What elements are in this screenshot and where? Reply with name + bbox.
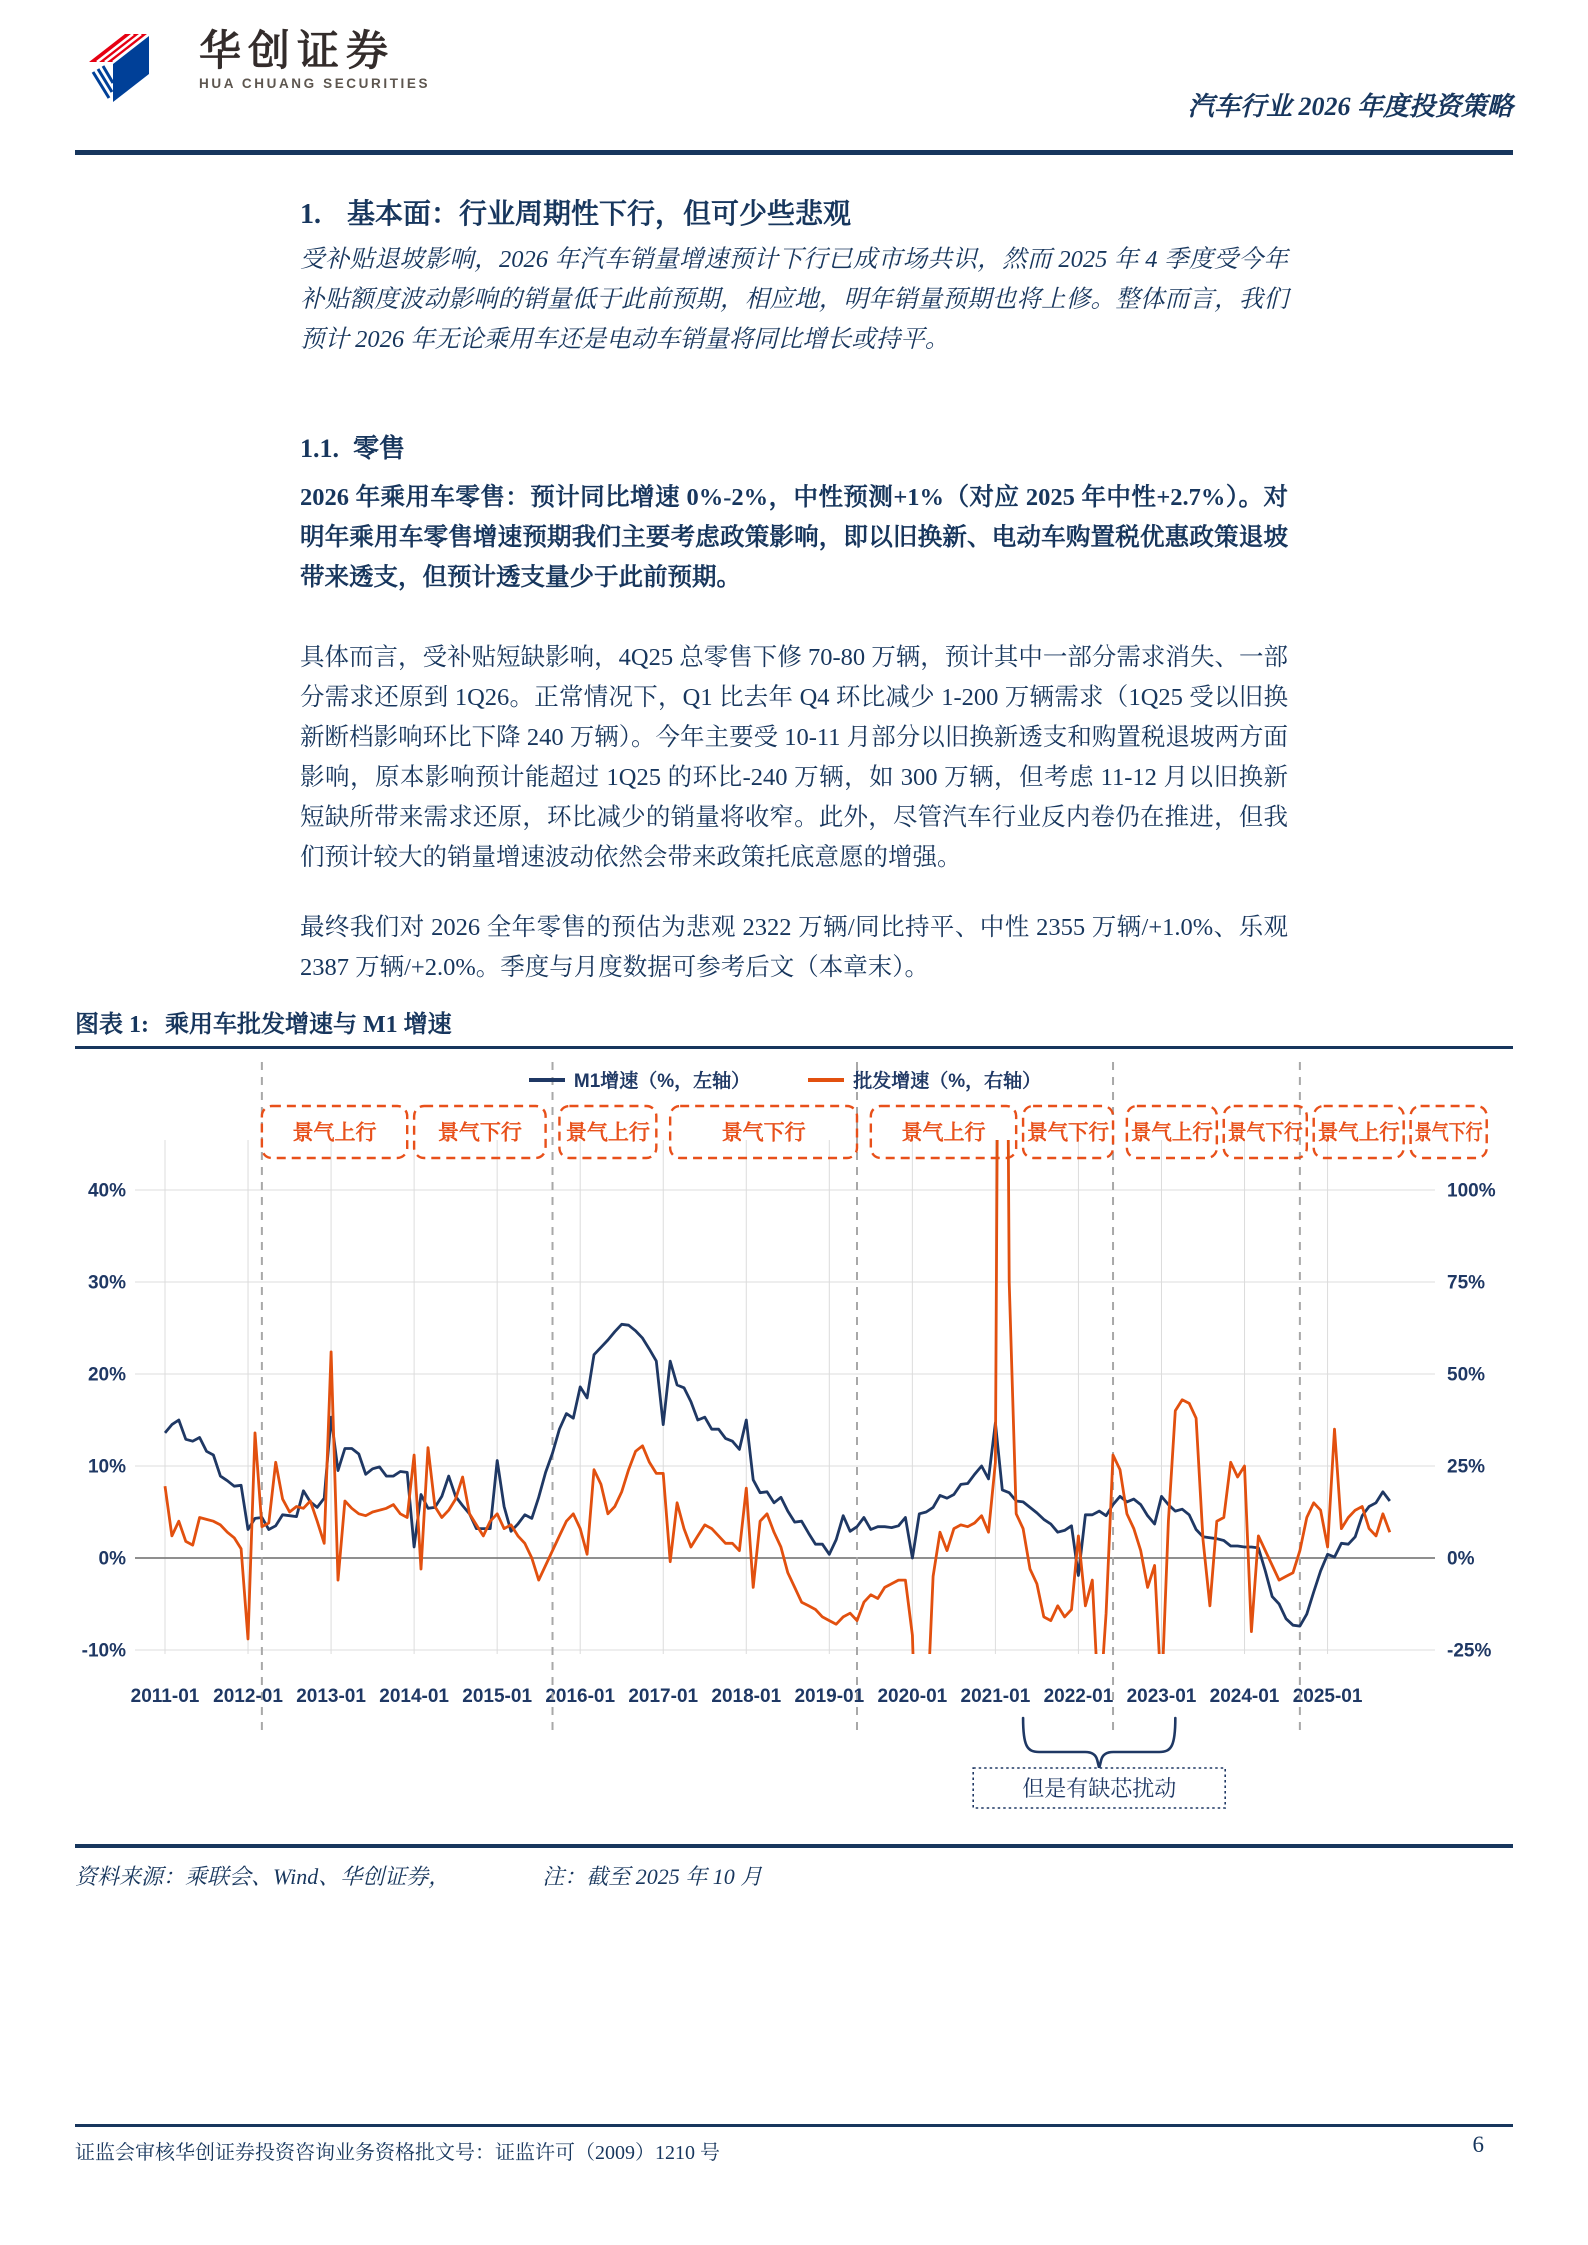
m1-line-swatch — [529, 1078, 565, 1082]
figure-caption — [75, 1004, 452, 1039]
left-axis-tick-label: 10% — [87, 1456, 126, 1478]
x-axis-tick-label: 2013-01 — [296, 1686, 366, 1707]
figure-number: 图表 1: — [75, 1012, 149, 1038]
wholesale-line-swatch — [808, 1078, 844, 1082]
legend-item-m1 — [529, 1066, 750, 1093]
x-axis-tick-label: 2020-01 — [877, 1686, 948, 1707]
section-1-1-title: 零售 — [353, 434, 406, 463]
x-axis-tick-label: 2012-01 — [213, 1686, 283, 1707]
huachuang-logo — [75, 28, 430, 108]
figure-source-line — [75, 1860, 762, 1891]
header-rule — [75, 150, 1513, 155]
report-title: 汽车行业 2026 年度投资策略 — [1187, 92, 1513, 121]
legend-label-wholesale: 批发增速（%，右轴） — [853, 1071, 1042, 1092]
x-axis-tick-label: 2024-01 — [1209, 1686, 1280, 1707]
legend-label-m1: M1增速（%，左轴） — [573, 1071, 751, 1092]
regime-band-label: 景气上行 — [292, 1121, 377, 1145]
x-axis-tick-label: 2017-01 — [628, 1686, 699, 1707]
retail-forecast-paragraph: 最终我们对 2026 全年零售的预估为悲观 2322 万辆/同比持平、中性 2355 万辆/+1.0%、乐观 2387 万辆/+2.0%。季度与月度数据可参考后文（本章末）。 — [300, 914, 1288, 981]
right-axis-tick-label: 75% — [1447, 1272, 1486, 1294]
date-note: 注：截至 2025 年 10 月 — [542, 1864, 763, 1889]
section-1-intro-paragraph: 受补贴退坡影响，2026 年汽车销量增速预计下行已成市场共识，然而 2025 年 4 季度受今年补贴额度波动影响的销量低于此前预期，相应地，明年销量预期也将上修。整体而言，我们预计 2026 年无论乘用车还是电动车销量将同比增长或持平。 — [300, 246, 1288, 353]
figure-title-text: 乘用车批发增速与 M1 增速 — [165, 1012, 452, 1038]
regime-band-label: 景气下行 — [437, 1121, 522, 1145]
right-axis-tick-label: 0% — [1447, 1548, 1475, 1570]
regime-band-label: 景气上行 — [1317, 1121, 1402, 1145]
left-axis-tick-label: 20% — [87, 1364, 126, 1386]
regime-band-label: 景气下行 — [721, 1121, 806, 1145]
regime-band-label: 景气下行 — [1414, 1121, 1499, 1145]
x-axis-tick-label: 2018-01 — [711, 1686, 782, 1707]
left-axis-tick-label: -10% — [81, 1640, 126, 1662]
brand-name-en: HUA CHUANG SECURITIES — [199, 76, 431, 91]
retail-detail-paragraph: 具体而言，受补贴短缺影响，4Q25 总零售下修 70-80 万辆，预计其中一部分需求消失、一部分需求还原到 1Q26。正常情况下，Q1 比去年 Q4 环比减少 1-200 万辆需求（1Q25 受以旧换新断档影响环比下降 240 万辆）。今年主要受 10-11 月部分以旧换新透支和购置税退坡两方面影响，原本影响预计能超过 1Q25 的环比-240 万辆，如 300 万辆，但考虑 11-12 月以旧换新短缺所带来需求还原，环比减少的销量将收窄。此外，尽管汽车行业反内卷仍在推进，但我们预计较大的销量增速波动依然会带来政策托底意愿的增强。 — [300, 644, 1288, 871]
right-axis-tick-label: 100% — [1447, 1180, 1496, 1202]
source-rule — [75, 1844, 1513, 1848]
figure-chart — [64, 1056, 1513, 1820]
x-axis-tick-label: 2016-01 — [545, 1686, 616, 1707]
x-axis-tick-label: 2014-01 — [379, 1686, 449, 1707]
section-1-1-heading — [300, 428, 405, 465]
right-axis-tick-label: 25% — [1447, 1456, 1486, 1478]
x-axis-tick-label: 2011-01 — [130, 1686, 200, 1707]
left-axis-tick-label: 30% — [87, 1272, 126, 1294]
source-note: 资料来源：乘联会、Wind、华创证券， — [75, 1864, 451, 1889]
legend-item-wholesale — [808, 1066, 1041, 1093]
brace-annotation — [1023, 1718, 1175, 1768]
retail-key-paragraph: 2026 年乘用车零售：预计同比增速 0%-2%，中性预测+1%（对应 2025 年中性+2.7%）。对明年乘用车零售增速预期我们主要考虑政策影响，即以旧换新、电动车购置税优惠政策退坡带来透支，但预计透支量少于此前预期。 — [300, 484, 1288, 591]
section-1-heading — [300, 192, 851, 232]
regime-band-label: 景气上行 — [1130, 1121, 1215, 1145]
left-axis-tick-label: 0% — [98, 1548, 126, 1570]
right-axis-tick-label: 50% — [1447, 1364, 1486, 1386]
regime-band-label: 景气上行 — [565, 1121, 650, 1145]
section-1-number: 1. — [300, 199, 321, 230]
x-axis-tick-label: 2025-01 — [1292, 1686, 1363, 1707]
section-1-title: 基本面：行业周期性下行，但可少些悲观 — [347, 199, 852, 230]
huachuang-cube-icon — [75, 28, 185, 108]
footer-rule — [75, 2124, 1513, 2127]
chart-legend — [135, 1066, 1435, 1093]
x-axis-tick-label: 2019-01 — [794, 1686, 865, 1707]
section-1-1-number: 1.1. — [300, 434, 339, 463]
right-axis-tick-label: -25% — [1447, 1640, 1492, 1662]
page-number: 6 — [1472, 2132, 1484, 2157]
x-axis-tick-label: 2015-01 — [462, 1686, 533, 1707]
brand-name-cn: 华创证券 — [199, 27, 396, 74]
chart-svg — [64, 1056, 1513, 1820]
x-axis-tick-label: 2021-01 — [960, 1686, 1031, 1707]
x-axis-tick-label: 2022-01 — [1043, 1686, 1114, 1707]
regime-band-label: 景气上行 — [901, 1121, 986, 1145]
regime-band-label: 景气下行 — [1227, 1121, 1312, 1145]
figure-title-rule — [75, 1046, 1513, 1049]
footer-license: 证监会审核华创证券投资咨询业务资格批文号：证监许可（2009）1210 号 — [75, 2142, 720, 2164]
x-axis-tick-label: 2023-01 — [1126, 1686, 1197, 1707]
left-axis-tick-label: 40% — [87, 1180, 126, 1202]
regime-band-label: 景气下行 — [1027, 1121, 1112, 1145]
annotation-text: 但是有缺芯扰动 — [1022, 1775, 1177, 1801]
